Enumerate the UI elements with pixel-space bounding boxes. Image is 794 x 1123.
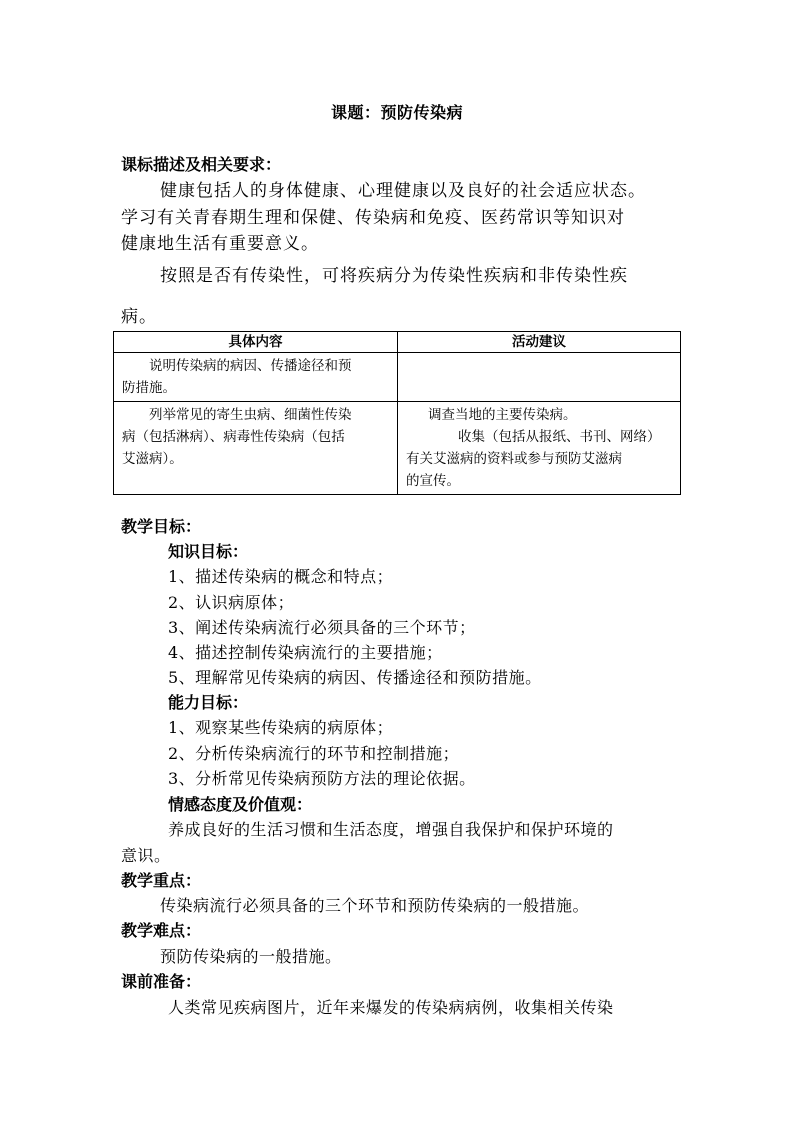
cell-line: 收集（包括从报纸、书刊、网络） xyxy=(458,429,661,445)
table-row xyxy=(114,353,681,402)
curriculum-para2-line1: 按照是否有传染性，可将疾病分为传染性疾病和非传染性疾 xyxy=(160,266,628,286)
ability-heading: 能力目标： xyxy=(168,693,249,712)
preparation-heading: 课前准备： xyxy=(121,972,202,991)
cell-line: 调查当地的主要传染病。 xyxy=(428,407,577,423)
key-points-heading: 教学重点： xyxy=(121,871,202,890)
cell-line: 防措施。 xyxy=(122,380,176,396)
table-cell-activity xyxy=(398,402,681,495)
page-title: 课题：预防传染病 xyxy=(330,103,463,122)
table-header-content: 具体内容 xyxy=(114,332,398,353)
knowledge-item: 5、理解常见传染病的病因、传播途径和预防措施。 xyxy=(168,668,542,687)
cell-line: 列举常见的寄生虫病、细菌性传染 xyxy=(149,407,352,423)
knowledge-item: 2、认识病原体； xyxy=(168,593,295,612)
knowledge-item: 4、描述控制传染病流行的主要措施； xyxy=(168,643,443,662)
cell-line: 艾滋病）。 xyxy=(122,451,183,467)
curriculum-para2-line2: 病。 xyxy=(121,307,157,327)
cell-line: 有关艾滋病的资料或参与预防艾滋病 xyxy=(406,451,622,467)
knowledge-item: 1、描述传染病的概念和特点； xyxy=(168,567,394,586)
difficulties-heading: 教学难点： xyxy=(121,921,202,940)
curriculum-para1-line3: 健康地生活有重要意义。 xyxy=(121,234,319,254)
knowledge-item: 3、阐述传染病流行必须具备的三个环节； xyxy=(168,618,476,637)
ability-item: 2、分析传染病流行的环节和控制措施； xyxy=(168,744,460,763)
cell-line: 病（包括淋病）、病毒性传染病（包括 xyxy=(122,429,345,445)
table-header-row xyxy=(114,332,681,353)
curriculum-para1-line2: 学习有关青春期生理和保健、传染病和免疫、医药常识等知识对 xyxy=(121,208,625,228)
ability-item: 1、观察某些传染病的病原体； xyxy=(168,718,394,737)
table-cell-activity xyxy=(398,353,681,402)
table-row xyxy=(114,402,681,495)
curriculum-para1-line1: 健康包括人的身体健康、心理健康以及良好的社会适应状态。 xyxy=(160,181,646,201)
standards-table xyxy=(113,331,681,495)
difficulties-text: 预防传染病的一般措施。 xyxy=(160,947,342,966)
cell-line: 说明传染病的病因、传播途径和预 xyxy=(149,358,352,374)
knowledge-heading: 知识目标： xyxy=(168,542,249,561)
ability-item: 3、分析常见传染病预防方法的理论依据。 xyxy=(168,769,476,788)
table-header-activity: 活动建议 xyxy=(398,332,681,353)
key-points-text: 传染病流行必须具备的三个环节和预防传染病的一般措施。 xyxy=(160,896,590,915)
cell-line: 的宣传。 xyxy=(406,473,460,489)
curriculum-heading: 课标描述及相关要求： xyxy=(121,155,282,174)
objectives-heading: 教学目标： xyxy=(121,517,202,536)
table-cell-content xyxy=(114,402,398,495)
emotion-heading: 情感态度及价值观： xyxy=(168,795,313,814)
table-cell-content xyxy=(114,353,398,402)
emotion-line2: 意识。 xyxy=(121,846,171,865)
preparation-text: 人类常见疾病图片，近年来爆发的传染病病例，收集相关传染 xyxy=(168,998,614,1017)
emotion-line1: 养成良好的生活习惯和生活态度，增强自我保护和保护环境的 xyxy=(168,820,614,839)
